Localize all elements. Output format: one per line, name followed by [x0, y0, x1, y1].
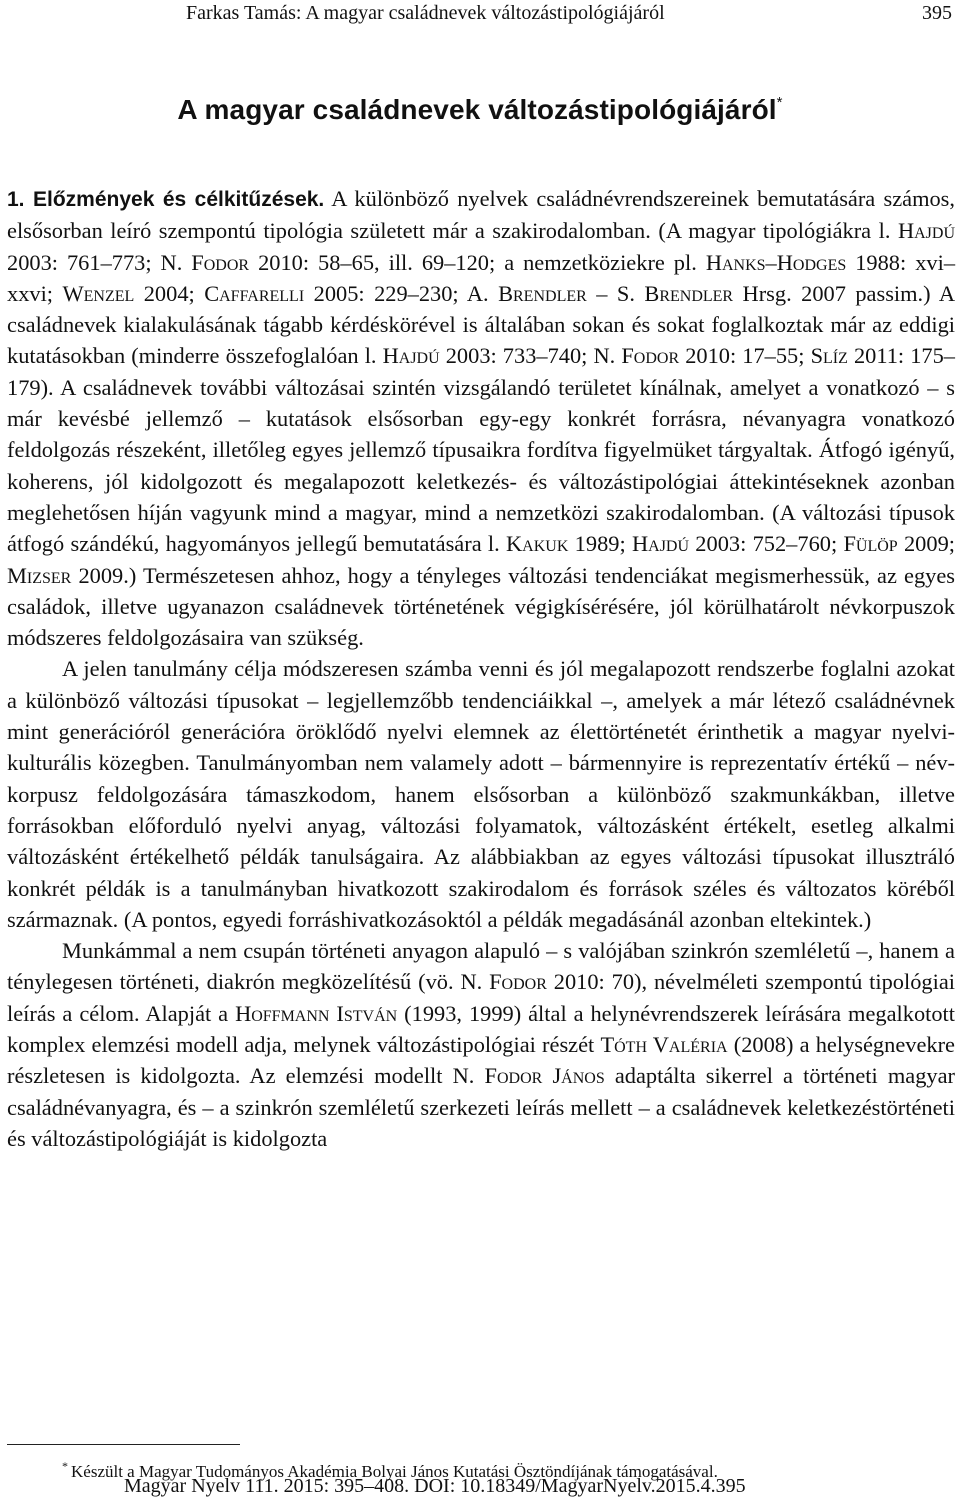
author-name: Mizser: [7, 562, 72, 588]
author-name: Fodor: [621, 343, 680, 369]
article-title: [0, 94, 960, 126]
author-name: Brendler: [644, 280, 734, 306]
text-run: Hrsg. 2007 passim.) A családnevek kialakulásának tágabb kérdéskörével is általában sokan és sokat foglalkoztak már az eddigi kutatásokban (minderre összefoglalóan l.: [7, 280, 955, 369]
text-run: 1989;: [568, 531, 632, 557]
section-heading: 1. Előzmények és célkitűzések.: [7, 188, 325, 211]
article-body: [7, 183, 955, 1154]
footnote-text: Készült a Magyar Tudományos Akadémia Bolyai János Kutatási Ösztöndíjának támogatásával.: [71, 1462, 718, 1481]
text-run: (1993, 1999) által a helynévrendszerek leírására megalkotott komplex elemzési modell adja, melynek változástipológiai részét: [7, 1000, 955, 1058]
paragraph-3: [7, 935, 955, 1154]
author-name: Hanks–Hodges: [705, 249, 847, 275]
author-name: Hajdú: [897, 218, 955, 244]
author-name: Slíz: [810, 343, 848, 369]
author-name: Fülöp: [843, 531, 898, 557]
author-name: Tóth Valéria: [600, 1032, 728, 1058]
text-run: 2003: 733–740; N.: [439, 343, 622, 369]
author-name: Hoffmann István: [235, 1000, 398, 1026]
author-name: Hajdú: [631, 531, 690, 557]
article-title-text: A magyar családnevek változástipológiájáról: [177, 94, 777, 125]
text-run: 2009;: [897, 531, 955, 557]
footnote-mark: *: [62, 1459, 68, 1473]
text-run: 2005: 229–230; A.: [304, 280, 499, 306]
text-run: 2003: 752–760;: [689, 531, 844, 557]
text-run: Munkámmal a nem csupán történeti anyagon alapuló – s valójában szinkrón szemléletű –, hanem a ténylegesen történeti, diakrón megközelítésű (vö. N.: [7, 938, 955, 995]
author-name: Caffarelli: [204, 280, 305, 306]
author-name: Wenzel: [62, 280, 135, 306]
paragraph-2: A jelen tanulmány célja módszeresen számba venni és jól megalapozott rendszerbe foglalni azokat a különböző változási típusokat – legjellemzőbb tendenciáikkal –, amelyek a már létező családnévnek mint generációról generációra öröklődő nyelvi elemnek az élettörténetét érinthetik a magyar nyelvi-kulturális közegben. Tanulmányomban nem valamely adott – bármennyire is reprezentatív értékű – névkorpusz feldolgozására támaszkodom, hanem elsősorban a különböző szakmunkákban, illetve forrásokban előforduló nyelvi anyag, változási folyamatok, változásként értékelt, esetleg alkalmi változásként értékelhető példák tanulságaira. Az alábbiakban az egyes változási típusokat illusztráló konkrét példák is a tanulmányban hivatkozott szakirodalom és források széles és változatos köréből származnak. (A pontos, egyedi forráshivatkozásoktól a példák megadásánál azonban eltekintek.): [7, 656, 955, 932]
text-run: 2004;: [134, 280, 205, 306]
text-run: adaptálta sikerrel a történeti magyar családnévanyagra, és – a szinkrón szemléletű szerkezeti leírás mellett – a családnevek keletkezéstörténeti és változástipológiáját is kidolgozta: [7, 1063, 956, 1151]
author-name: Brendler: [498, 280, 587, 306]
text-run: 2010: 17–55;: [679, 343, 811, 369]
author-name: Fodor: [489, 969, 547, 995]
text-run: 2003: 761–773; N.: [7, 249, 192, 275]
running-header-title: Farkas Tamás: A magyar családnevek változástipológiájáról: [186, 2, 665, 24]
paragraph-1: [7, 183, 955, 653]
title-footnote-mark: *: [776, 94, 783, 111]
author-name: Hajdú: [382, 343, 440, 369]
author-name: Kakuk: [506, 531, 569, 557]
page-number: 395: [922, 2, 952, 24]
text-run: 1988: xvi–xxvi;: [7, 249, 956, 306]
text-run: 2010: 58–65, ill. 69–120; a nemzetköziekre pl.: [249, 249, 706, 275]
journal-citation-footer: Magyar Nyelv 111. 2015: 395–408. DOI: 10.18349/MagyarNyelv.2015.4.395: [124, 1475, 746, 1497]
author-name: Fodor: [191, 249, 250, 275]
running-header: [0, 0, 960, 30]
text-run: A különböző nyelvek családnévrendszereinek bemutatására számos, elsősorban leíró szempontú tipológia született már a szakirodalomban. (A magyar tipológiákra l.: [7, 186, 955, 244]
text-run: – S.: [586, 280, 645, 306]
author-name: Fodor János: [484, 1063, 605, 1089]
text-run: (2008) a helységnevekre részletesen is kidolgozta. Az elemzési modellt N.: [7, 1032, 955, 1089]
footnote-divider: [7, 1444, 240, 1445]
text-run: 2011: 175–179). A családnevek további változásai szintén vizsgálandó területet kínálnak, amelyet a vonatkozó – s már kevésbé jellemző – kutatások elsősorban egy-egy konkrét forrásra, névanyagra vonatkozó feldolgozás részeként, illetőleg egyes jellemző típusaikra fordítva figyelmüket tárgyaltak. Átfogó igényű, koherens, jól kidolgozott és megalapozott keletkezés- és változástipológiai áttekintéseknek azonban meglehetősen híján vagyunk mind a magyar, mind a nemzetközi szakirodalomban. (A változási típusok átfogó szándékú, hagyományos jellegű bemutatására l.: [7, 343, 955, 557]
text-run: 2010: 70), névelméleti szempontú tipológiai leírás a célom. Alapját a: [7, 969, 955, 1026]
text-run: 2009.) Természetesen ahhoz, hogy a tényleges változási tendenciákat megismerhessük, az egyes családok, illetve ugyanazon családnevek történetének végigkísérésére, jól körülhatárolt névkorpuszok módszeres feldolgozásaira van szükség.: [7, 562, 955, 651]
